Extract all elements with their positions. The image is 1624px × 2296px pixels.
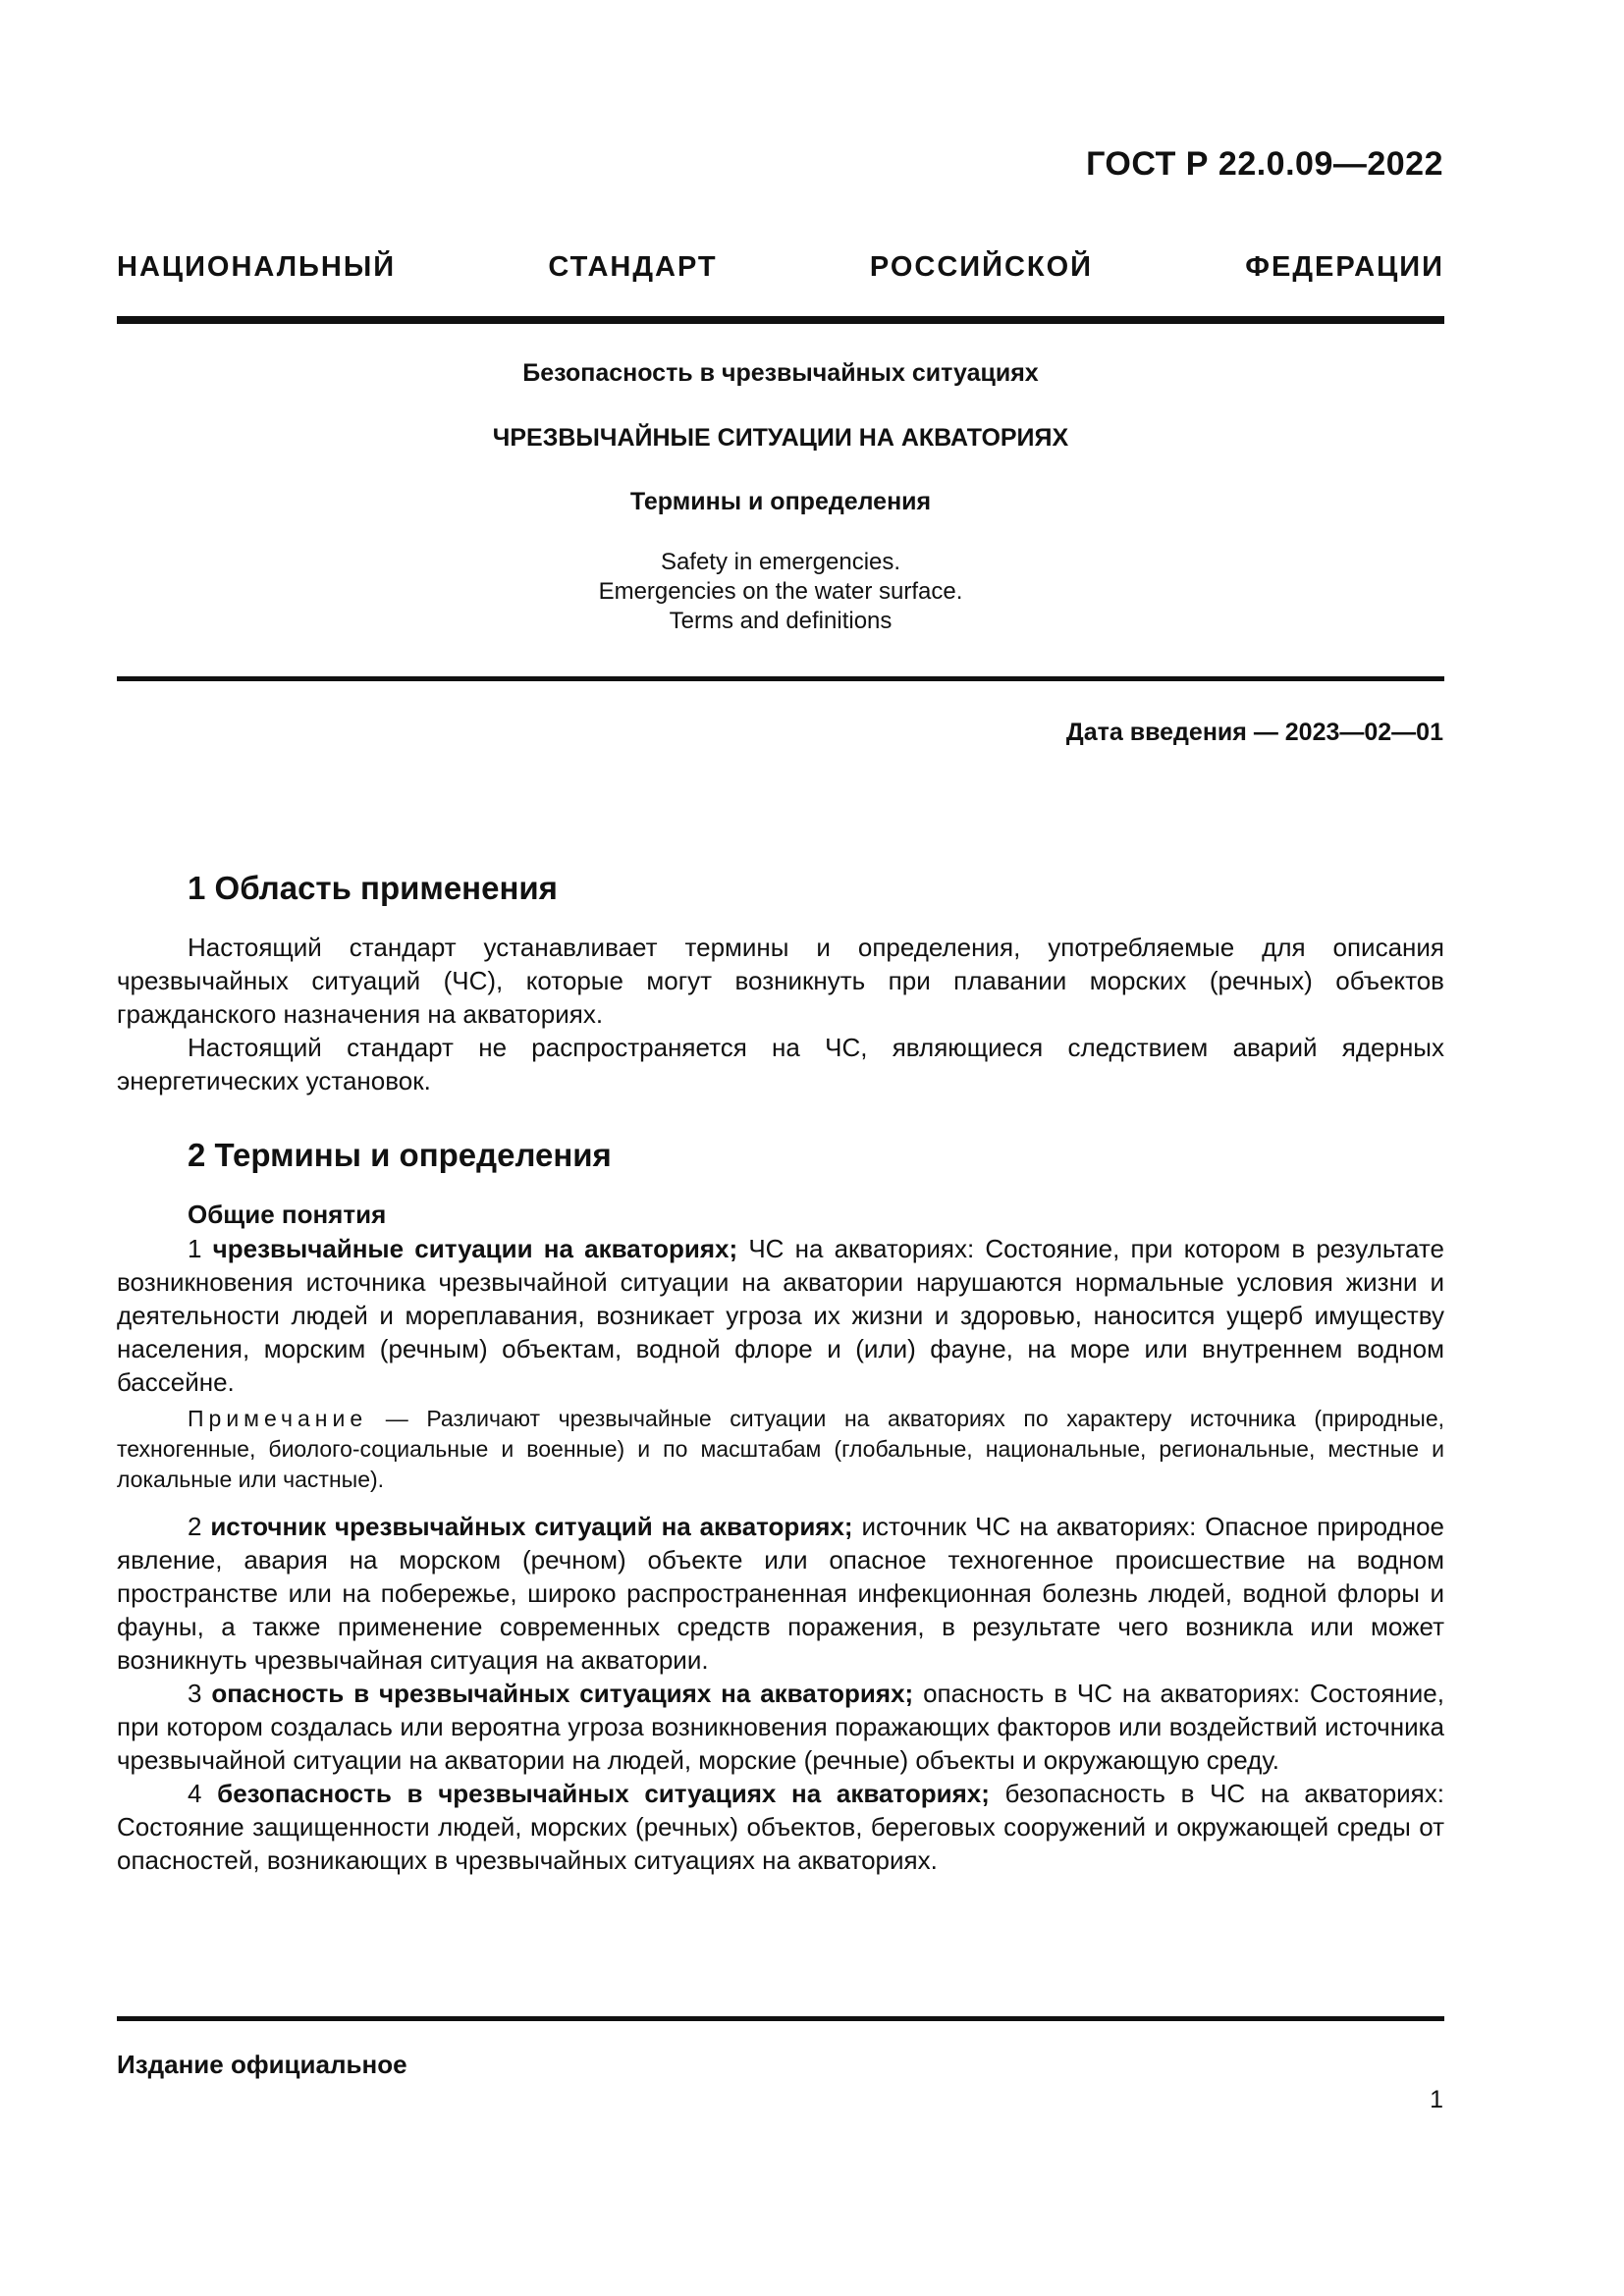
term-2: [117, 1510, 1444, 1677]
term-1-definition: ЧС на акваториях: Состояние, при котором в результате возникновения источника чрезвычайной ситуации на акватории нарушаются нормальные условия жизни и деятельности людей и мореплавания, возникает угроза их жизни и здоровью, наносится ущерб имуществу населения, морским (речным) объектам, водной флоре и (или) фауне, на море или внутреннем водном бассейне.: [117, 1234, 1444, 1397]
terms-2-4: [117, 1510, 1444, 1877]
term-4-number: 4: [188, 1779, 218, 1808]
introduction-date: Дата введения — 2023—02—01: [1065, 719, 1443, 746]
section-2-heading: 2 Термины и определения: [188, 1137, 612, 1173]
footer-rule: [117, 2016, 1444, 2021]
term-1-note: [117, 1404, 1444, 1495]
term-4: [117, 1777, 1444, 1877]
section-2-subheading: Общие понятия: [188, 1200, 387, 1229]
term-1-number: 1: [188, 1234, 213, 1263]
title-english-line-2: Emergencies on the water surface.: [598, 578, 963, 605]
term-3-number: 3: [188, 1679, 212, 1708]
section-1-heading: 1 Область применения: [188, 870, 558, 906]
term-1-name: чрезвычайные ситуации на акваториях;: [212, 1234, 738, 1263]
term-2-name: источник чрезвычайных ситуаций на акваториях;: [210, 1512, 853, 1541]
term-4-definition: безопасность в ЧС на акваториях: Состояние защищенности людей, морских (речных) объектов, береговых сооружений и окружающей среды от опасностей, возникающих в чрезвычайных ситуациях на акваториях.: [117, 1779, 1444, 1875]
note-label: Примечание: [188, 1406, 368, 1431]
title-sub: Термины и определения: [629, 488, 932, 515]
section-1-body: [117, 931, 1444, 1097]
title-main: ЧРЕЗВЫЧАЙНЫЕ СИТУАЦИИ НА АКВАТОРИЯХ: [492, 424, 1069, 452]
term-1: [117, 1232, 1444, 1399]
page-number: 1: [1430, 2086, 1443, 2113]
title-group: Безопасность в чрезвычайных ситуациях: [522, 359, 1039, 387]
section-1-paragraph-1: Настоящий стандарт устанавливает термины и определения, употребляемые для описания чрезвычайных ситуаций (ЧС), которые могут возникнуть при плавании морских (речных) объектов гражданского назначения на акваториях.: [117, 933, 1444, 1029]
top-rule: [117, 316, 1444, 324]
term-3: [117, 1677, 1444, 1777]
note-text: — Различают чрезвычайные ситуации на акваториях по характеру источника (природные, техногенные, биолого-социальные и военные) и по масштабам (глобальные, национальные, региональные, местные и локальные или частные).: [117, 1406, 1444, 1492]
title-english-line-1: Safety in emergencies.: [660, 549, 901, 575]
term-3-definition: опасность в ЧС на акваториях: Состояние, при котором создалась или вероятна угроза возникновения поражающих факторов или воздействий источника чрезвычайной ситуации на акватории на людей, морские (речные) объекты и окружающую среду.: [117, 1679, 1444, 1775]
term-2-number: 2: [188, 1512, 211, 1541]
edition-label: Издание официальное: [117, 2050, 407, 2079]
term-4-name: безопасность в чрезвычайных ситуациях на акваториях;: [217, 1779, 990, 1808]
title-english-line-3: Terms and definitions: [669, 608, 893, 634]
document-code: ГОСТ Р 22.0.09—2022: [1086, 145, 1443, 183]
section-1-paragraph-2: Настоящий стандарт не распространяется на ЧС, являющиеся следствием аварий ядерных энергетических установок.: [117, 1033, 1444, 1095]
title-bottom-rule: [117, 676, 1444, 681]
term-3-name: опасность в чрезвычайных ситуациях на акваториях;: [211, 1679, 914, 1708]
term-2-definition: источник ЧС на акваториях: Опасное природное явление, авария на морском (речном) объекте или опасное техногенное происшествие на водном пространстве или на побережье, широко распространенная инфекционная болезнь людей, водной флоры и фауны, а также применение современных средств поражения, в результате чего возникла или может возникнуть чрезвычайная ситуация на акватории.: [117, 1512, 1444, 1675]
national-standard-banner: НАЦИОНАЛЬНЫЙ СТАНДАРТ РОССИЙСКОЙ ФЕДЕРАЦИИ: [117, 251, 1444, 283]
